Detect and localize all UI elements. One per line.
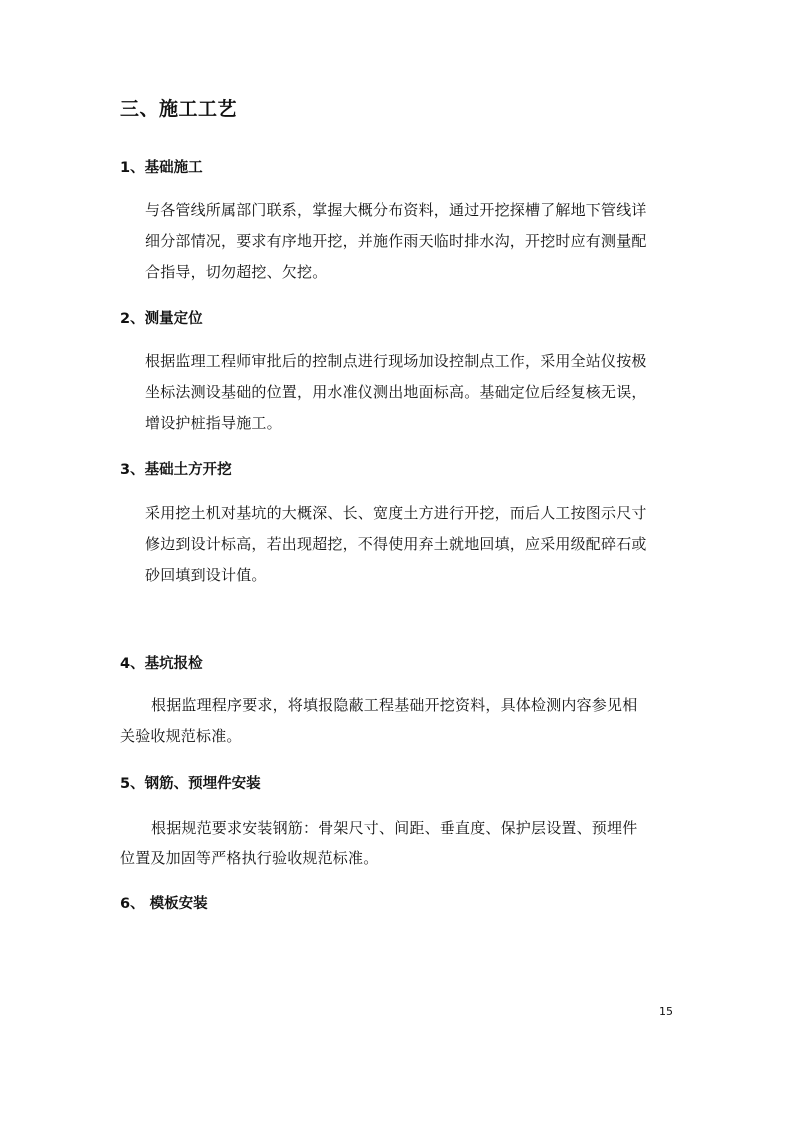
section-3-line-1: 采用挖土机对基坑的大概深、长、宽度土方进行开挖，而后人工按图示尺寸	[145, 504, 647, 522]
section-3-line-2: 修边到设计标高，若出现超挖，不得使用弃土就地回填，应采用级配碎石或	[145, 535, 647, 553]
section-heading-5: 5、钢筋、预埋件安装	[120, 776, 261, 792]
section-heading-2: 2、测量定位	[120, 311, 203, 327]
section-heading-4: 4、基坑报检	[120, 656, 203, 672]
section-4-line-1: 根据监理程序要求，将填报隐蔽工程基础开挖资料，具体检测内容参见相	[151, 696, 638, 714]
section-1-line-3: 合指导，切勿超挖、欠挖。	[145, 263, 328, 281]
section-1-line-2: 细分部情况，要求有序地开挖，并施作雨天临时排水沟，开挖时应有测量配	[145, 232, 647, 250]
section-3-line-3: 砂回填到设计值。	[145, 566, 267, 584]
section-1-line-1: 与各管线所属部门联系，掌握大概分布资料，通过开挖探槽了解地下管线详	[145, 201, 647, 219]
section-heading-6: 6、 模板安装	[120, 896, 208, 912]
section-heading-1: 1、基础施工	[120, 160, 203, 176]
section-4-line-2: 关验收规范标准。	[120, 727, 242, 745]
section-5-line-2: 位置及加固等严格执行验收规范标准。	[120, 849, 379, 867]
section-2-line-3: 增设护桩指导施工。	[145, 414, 282, 432]
page-number: 15	[659, 1005, 673, 1018]
section-heading-3: 3、基础土方开挖	[120, 462, 232, 478]
section-2-line-1: 根据监理工程师审批后的控制点进行现场加设控制点工作，采用全站仪按极	[145, 352, 647, 370]
chapter-title: 三、施工工艺	[120, 98, 238, 120]
section-2-line-2: 坐标法测设基础的位置，用水准仪测出地面标高。基础定位后经复核无误，	[145, 383, 647, 401]
section-5-line-1: 根据规范要求安装钢筋：骨架尺寸、间距、垂直度、保护层设置、预埋件	[151, 819, 638, 837]
